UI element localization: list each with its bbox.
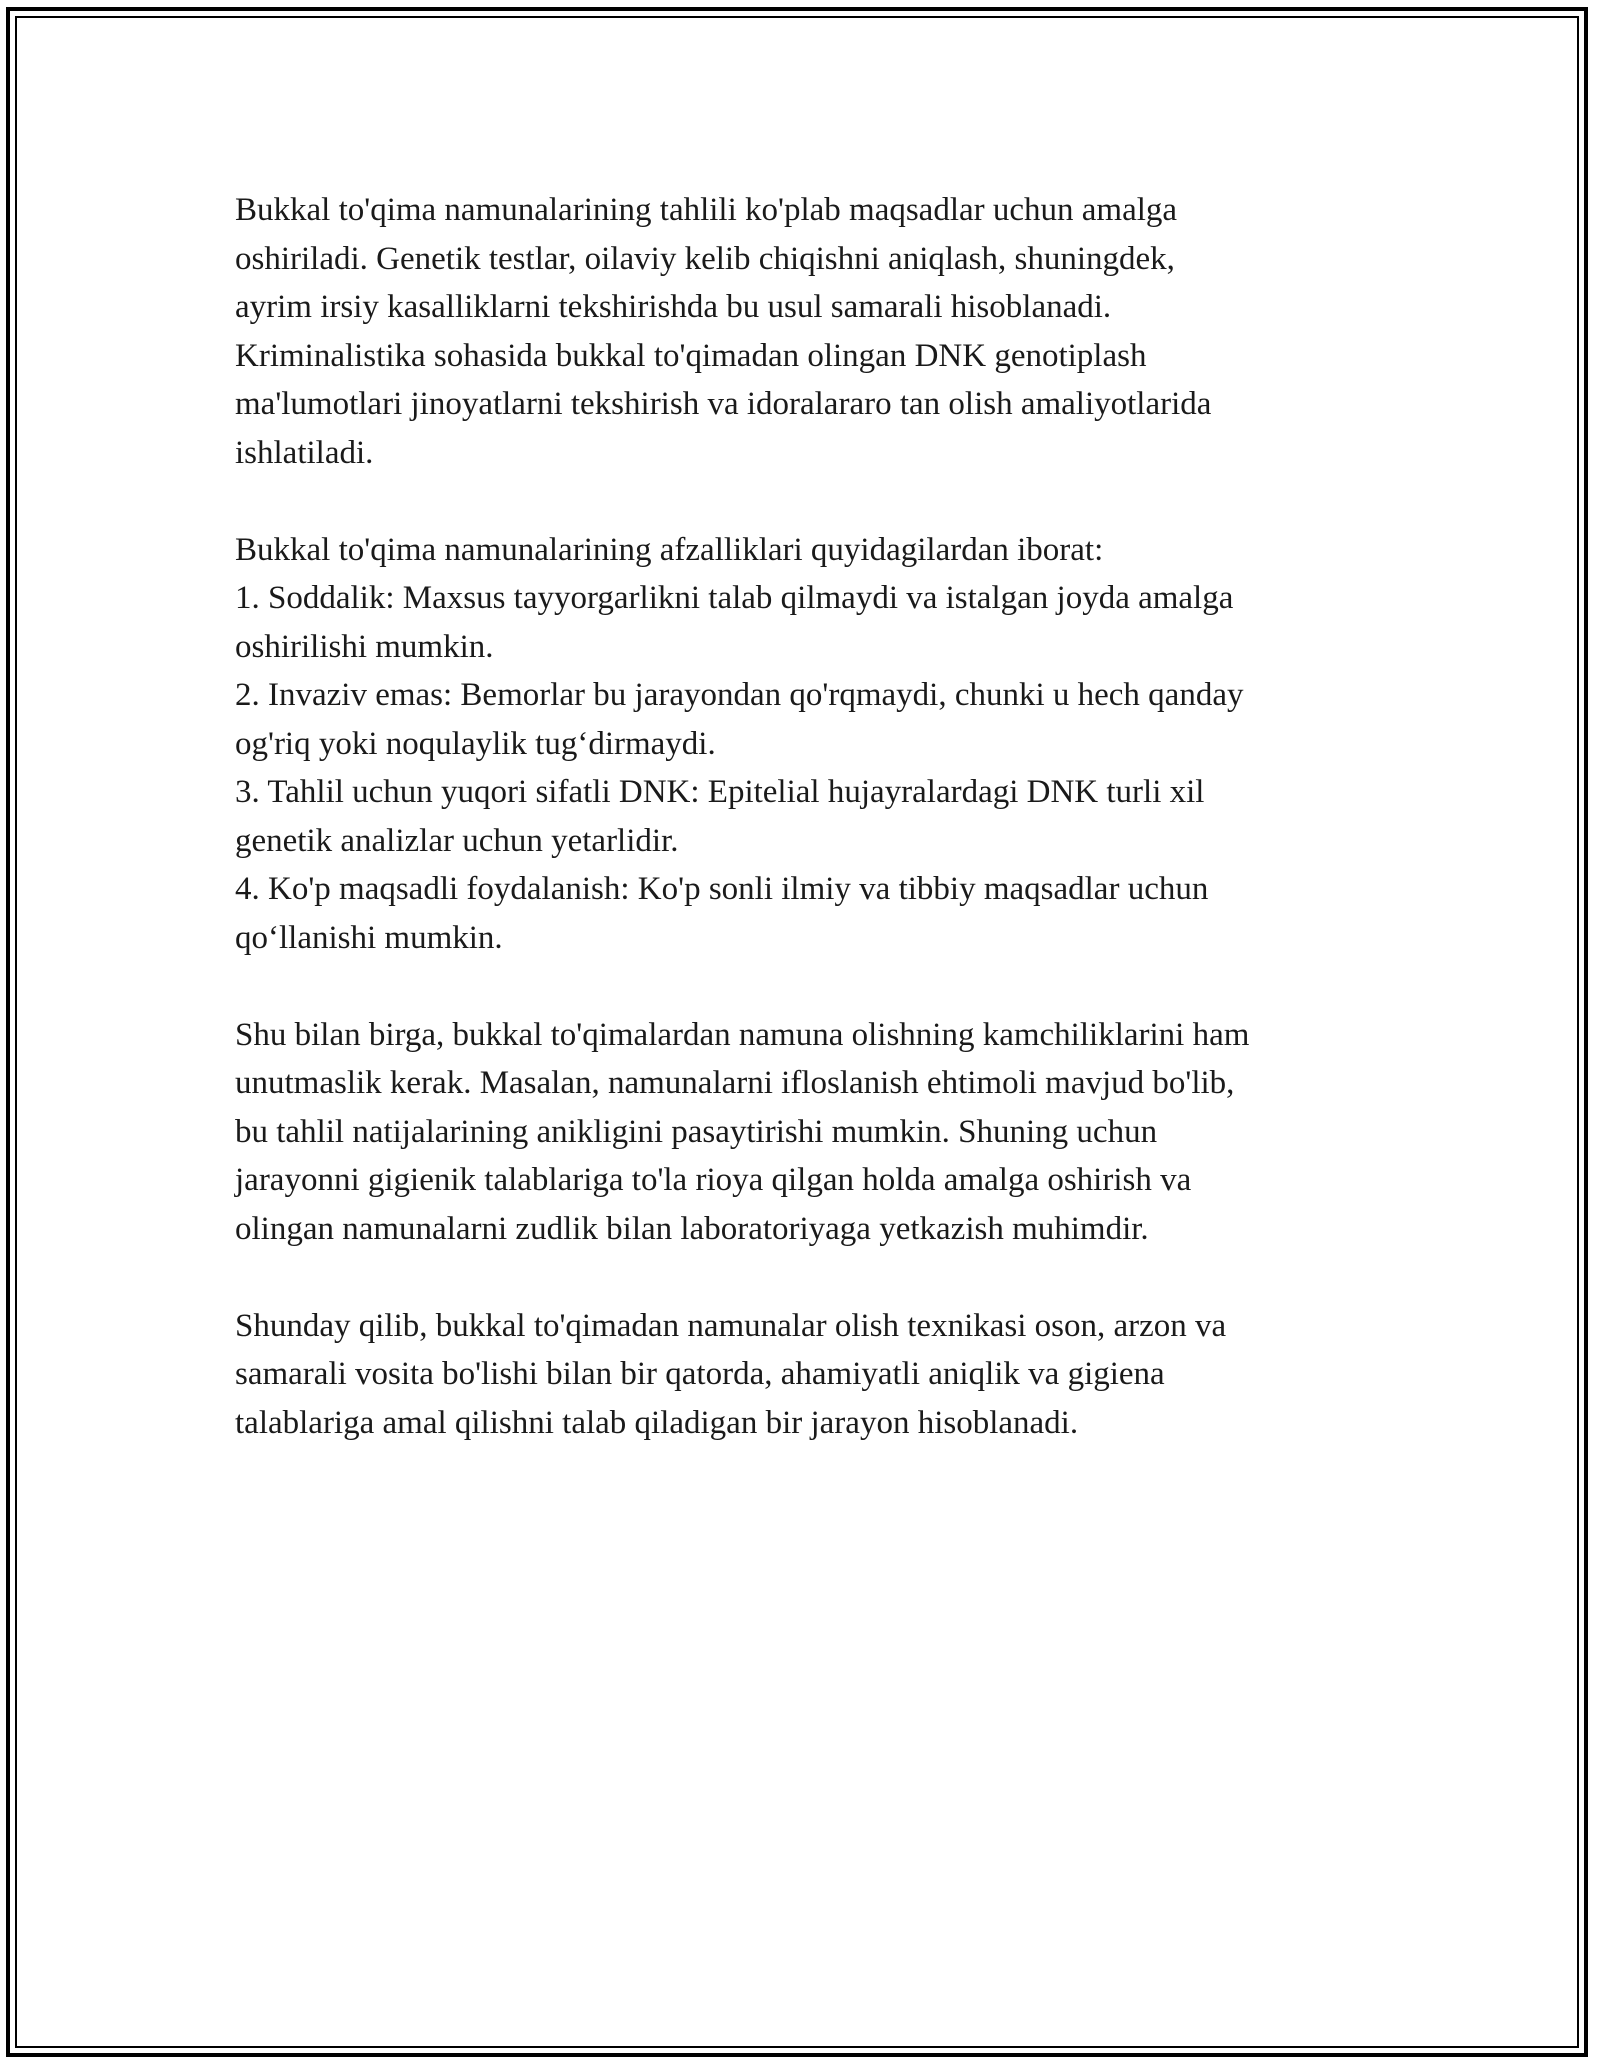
text-line: samarali vosita bo'lishi bilan bir qatorda, ahamiyatli aniqlik va gigiena: [235, 1356, 1165, 1392]
text-line: 4. Ko'p maqsadli foydalanish: Ko'p sonli ilmiy va tibbiy maqsadlar uchun: [235, 871, 1209, 907]
text-line: ayrim irsiy kasalliklarni tekshirishda bu usul samarali hisoblanadi.: [235, 289, 1112, 325]
text-line: og'riq yoki noqulaylik tug‘dirmaydi.: [235, 725, 716, 762]
text-line: Bukkal to'qima namunalarining afzalliklari quyidagilardan iborat:: [235, 531, 1104, 568]
text-line: genetik analizlar uchun yetarlidir.: [235, 822, 679, 859]
text-line: 2. Invaziv emas: Bemorlar bu jarayondan qo'rqmaydi, chunki u hech qanday: [235, 677, 1244, 713]
paragraph-usage: [235, 186, 1395, 477]
text-line: Shu bilan birga, bukkal to'qimalardan namuna olishning kamchiliklarini ham: [235, 1016, 1250, 1053]
text-line: oshirilishi mumkin.: [235, 628, 494, 665]
text-line: olingan namunalarni zudlik bilan laboratoriyaga yetkazish muhimdir.: [235, 1210, 1149, 1247]
text-line: qo‘llanishi mumkin.: [235, 919, 503, 956]
text-line: 3. Tahlil uchun yuqori sifatli DNK: Epitelial hujayralardagi DNK turli xil: [235, 774, 1205, 810]
text-line: talablariga amal qilishni talab qiladigan bir jarayon hisoblanadi.: [235, 1404, 1079, 1441]
text-line: 1. Soddalik: Maxsus tayyorgarlikni talab qilmaydi va istalgan joyda amalga: [235, 580, 1234, 616]
text-line: unutmaslik kerak. Masalan, namunalarni ifloslanish ehtimoli mavjud bo'lib,: [235, 1065, 1235, 1101]
paragraph-drawbacks: [235, 1011, 1395, 1254]
text-line: Kriminalistika sohasida bukkal to'qimadan olingan DNK genotiplash: [235, 337, 1147, 374]
text-line: ishlatiladi.: [235, 434, 374, 471]
document-body: [235, 186, 1395, 1496]
text-line: ma'lumotlari jinoyatlarni tekshirish va idoralararo tan olish amaliyotlarida: [235, 386, 1212, 422]
text-line: oshiriladi. Genetik testlar, oilaviy kelib chiqishni aniqlash, shuningdek,: [235, 240, 1175, 277]
text-line: Bukkal to'qima namunalarining tahlili ko'plab maqsadlar uchun amalga: [235, 192, 1178, 228]
text-line: Shunday qilib, bukkal to'qimadan namunalar olish texnikasi oson, arzon va: [235, 1307, 1227, 1344]
text-line: bu tahlil natijalarining anikligini pasaytirishi mumkin. Shuning uchun: [235, 1113, 1158, 1150]
paragraph-conclusion: [235, 1302, 1395, 1448]
paragraph-advantages: [235, 526, 1395, 963]
text-line: jarayonni gigienik talablariga to'la rioya qilgan holda amalga oshirish va: [235, 1162, 1192, 1198]
